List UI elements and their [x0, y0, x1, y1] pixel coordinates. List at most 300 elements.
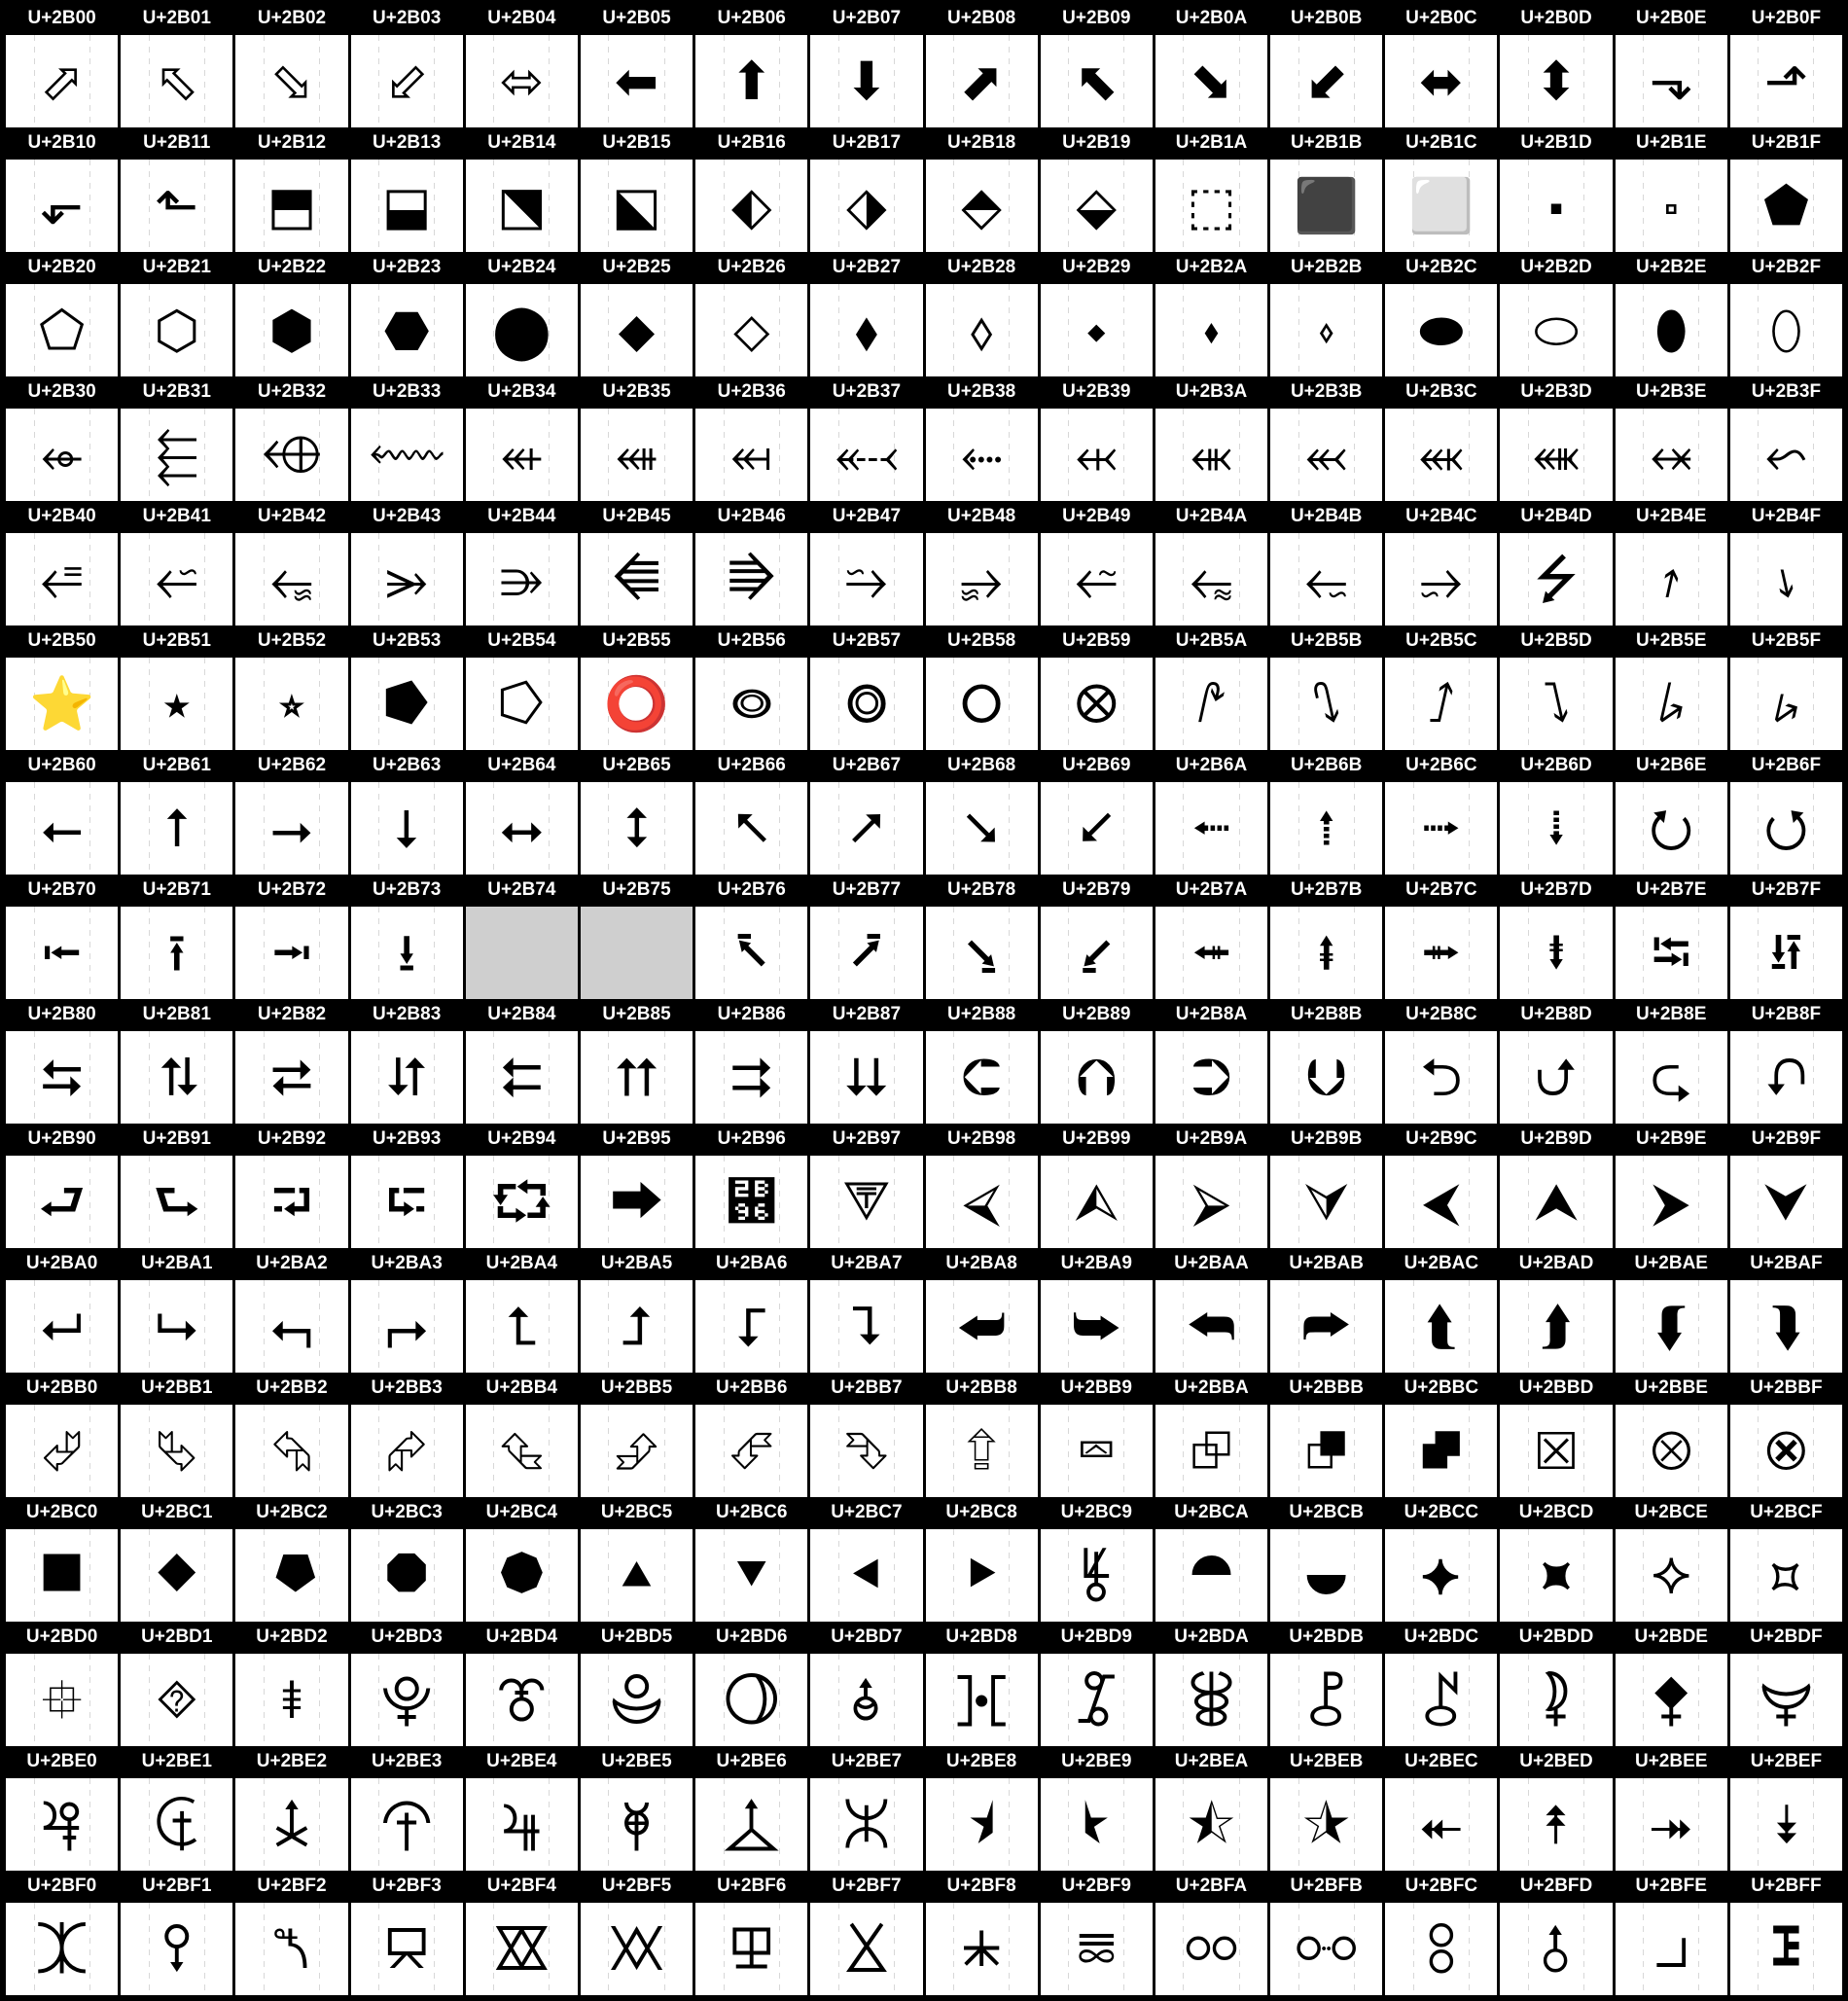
glyph-box	[466, 284, 578, 376]
codepoint-label: U+2B2E	[1616, 255, 1727, 280]
glyph-symbol: ⬗	[846, 174, 887, 236]
codepoint-label: U+2B7F	[1730, 877, 1842, 903]
codepoint-label: U+2B15	[581, 130, 693, 156]
glyph-symbol: ⯓	[380, 1668, 433, 1731]
glyph-cell	[1500, 628, 1612, 750]
glyph-cell	[1616, 6, 1727, 127]
glyph-box	[1155, 1156, 1267, 1248]
codepoint-label: U+2B46	[695, 504, 807, 529]
glyph-cell	[1500, 1002, 1612, 1124]
codepoint-label: U+2BEC	[1385, 1749, 1497, 1774]
codepoint-label: U+2B99	[1041, 1126, 1153, 1152]
glyph-symbol: ⯴	[493, 1917, 551, 1980]
glyph-symbol: ⮟	[1763, 1170, 1809, 1233]
glyph-symbol: ⯋	[1305, 1544, 1348, 1606]
glyph-box	[581, 1280, 693, 1373]
glyph-box	[351, 35, 463, 127]
glyph-cell	[121, 1500, 232, 1622]
codepoint-label: U+2B4E	[1616, 504, 1727, 529]
glyph-symbol: ⮐	[38, 1170, 86, 1233]
codepoint-label: U+2B47	[810, 504, 922, 529]
glyph-box	[6, 1654, 118, 1746]
glyph-symbol: ⭠	[40, 797, 84, 859]
codepoint-label: U+2BC5	[581, 1500, 693, 1525]
glyph-box	[1500, 1778, 1612, 1871]
glyph-symbol: ⮶	[730, 1419, 773, 1482]
glyph-cell	[1041, 877, 1153, 999]
glyph-symbol: ⬊	[1189, 50, 1234, 112]
glyph-symbol: ⮔	[490, 1170, 553, 1233]
glyph-symbol: ⬱	[155, 423, 198, 485]
glyph-symbol: ⮅	[615, 1046, 658, 1108]
glyph-symbol: ⭳	[397, 921, 416, 983]
glyph-cell	[926, 1749, 1038, 1871]
codepoint-label: U+2B89	[1041, 1002, 1153, 1027]
codepoint-label: U+2BB5	[581, 1376, 693, 1401]
glyph-cell	[926, 130, 1038, 252]
glyph-cell	[1616, 255, 1727, 376]
codepoint-label: U+2B24	[466, 255, 578, 280]
glyph-box	[1385, 658, 1497, 750]
codepoint-label: U+2B66	[695, 753, 807, 778]
codepoint-label: U+2B65	[581, 753, 693, 778]
glyph-cell	[926, 6, 1038, 127]
codepoint-label: U+2BFB	[1270, 1874, 1382, 1899]
glyph-cell	[581, 130, 693, 252]
codepoint-label: U+2B57	[810, 628, 922, 654]
glyph-cell	[1616, 1376, 1727, 1497]
glyph-box	[235, 1529, 347, 1622]
glyph-symbol: ⯂	[270, 1544, 313, 1606]
glyph-symbol: ⮦	[735, 1295, 767, 1357]
codepoint-label: U+2B75	[581, 877, 693, 903]
glyph-symbol: ⮙	[1074, 1170, 1119, 1233]
glyph-box	[466, 1529, 578, 1622]
glyph-box	[1385, 409, 1497, 501]
glyph-box	[1155, 160, 1267, 252]
codepoint-label: U+2B84	[466, 1002, 578, 1027]
glyph-box	[1730, 1903, 1842, 1995]
glyph-cell	[6, 504, 118, 625]
glyph-box	[1155, 1280, 1267, 1373]
glyph-box	[1730, 533, 1842, 625]
codepoint-label: U+2B0D	[1500, 6, 1612, 31]
glyph-symbol: ⮆	[730, 1046, 773, 1108]
codepoint-label: U+2BA9	[1041, 1251, 1153, 1276]
glyph-cell	[1385, 379, 1497, 501]
glyph-symbol: ⭎	[1661, 548, 1681, 610]
glyph-box	[466, 1654, 578, 1746]
codepoint-label: U+2B10	[6, 130, 118, 156]
glyph-symbol: ⯔	[496, 1668, 548, 1731]
glyph-box	[1155, 1529, 1267, 1622]
codepoint-label: U+2B1E	[1616, 130, 1727, 156]
codepoint-label: U+2B3E	[1616, 379, 1727, 405]
glyph-box	[466, 533, 578, 625]
glyph-symbol: ⯹	[1076, 1917, 1117, 1980]
glyph-cell	[1616, 877, 1727, 999]
glyph-symbol: ⭈	[960, 548, 1003, 610]
glyph-cell	[121, 877, 232, 999]
glyph-symbol: ⭇	[845, 548, 888, 610]
glyph-box	[926, 160, 1038, 252]
codepoint-label: U+2BD0	[6, 1625, 118, 1650]
glyph-symbol: ⮠	[40, 1295, 84, 1357]
glyph-cell	[926, 1625, 1038, 1746]
glyph-cell	[1500, 130, 1612, 252]
glyph-cell	[6, 255, 118, 376]
codepoint-label: U+2B2D	[1500, 255, 1612, 280]
codepoint-label: U+2B03	[351, 6, 463, 31]
glyph-cell	[695, 504, 807, 625]
glyph-box	[695, 284, 807, 376]
glyph-box	[1270, 1529, 1382, 1622]
glyph-box	[1041, 1156, 1153, 1248]
codepoint-label: U+2B8C	[1385, 1002, 1497, 1027]
glyph-symbol: ⯳	[385, 1917, 429, 1980]
glyph-box	[351, 1031, 463, 1124]
glyph-cell	[1041, 753, 1153, 875]
glyph-box	[235, 782, 347, 875]
glyph-symbol: ⮥	[621, 1295, 653, 1357]
glyph-cell	[1730, 6, 1842, 127]
glyph-box	[6, 1031, 118, 1124]
glyph-symbol: ⬶	[730, 423, 773, 485]
glyph-cell	[1730, 1376, 1842, 1497]
glyph-symbol: ⯑	[156, 1668, 198, 1731]
glyph-box	[926, 284, 1038, 376]
glyph-box	[926, 658, 1038, 750]
glyph-cell	[6, 130, 118, 252]
glyph-cell	[926, 1376, 1038, 1497]
codepoint-label: U+2B77	[810, 877, 922, 903]
glyph-symbol: ⯩	[1082, 1793, 1111, 1855]
glyph-cell	[695, 628, 807, 750]
glyph-cell	[695, 6, 807, 127]
glyph-symbol: ⯍	[1537, 1544, 1576, 1606]
glyph-cell	[121, 1749, 232, 1871]
codepoint-label: U+2B06	[695, 6, 807, 31]
codepoint-label: U+2B34	[466, 379, 578, 405]
codepoint-label: U+2BDE	[1616, 1625, 1727, 1650]
glyph-cell	[235, 1376, 347, 1497]
glyph-cell	[466, 1251, 578, 1373]
glyph-symbol: ⮳	[385, 1419, 428, 1482]
glyph-cell	[1730, 504, 1842, 625]
glyph-symbol: ⭨	[964, 797, 999, 859]
glyph-box	[1730, 658, 1842, 750]
glyph-cell	[1270, 379, 1382, 501]
codepoint-label: U+2BB6	[695, 1376, 807, 1401]
glyph-cell	[121, 1376, 232, 1497]
glyph-symbol: ⯯	[1770, 1793, 1802, 1855]
glyph-box	[695, 1654, 807, 1746]
glyph-box	[6, 1156, 118, 1248]
glyph-cell	[1385, 753, 1497, 875]
codepoint-label: U+2BD3	[351, 1625, 463, 1650]
glyph-box	[581, 782, 693, 875]
codepoint-label: U+2BB2	[235, 1376, 347, 1401]
glyph-cell	[1500, 1874, 1612, 1995]
glyph-cell	[351, 255, 463, 376]
codepoint-label: U+2B43	[351, 504, 463, 529]
glyph-cell	[466, 1002, 578, 1124]
glyph-box	[926, 1156, 1038, 1248]
glyph-symbol: ⯎	[1652, 1544, 1690, 1606]
glyph-cell	[1155, 255, 1267, 376]
glyph-box	[6, 533, 118, 625]
codepoint-label: U+2B36	[695, 379, 807, 405]
glyph-cell	[6, 1749, 118, 1871]
glyph-cell	[810, 1251, 922, 1373]
codepoint-label: U+2BF4	[466, 1874, 578, 1899]
glyph-cell	[1500, 1749, 1612, 1871]
glyph-symbol: ⮕	[610, 1170, 663, 1233]
glyph-box	[1616, 1280, 1727, 1373]
glyph-cell	[1616, 1126, 1727, 1248]
glyph-cell	[6, 753, 118, 875]
glyph-box	[351, 1156, 463, 1248]
glyph-cell	[581, 504, 693, 625]
glyph-box	[810, 658, 922, 750]
glyph-box	[1041, 284, 1153, 376]
glyph-symbol: ⬹	[1075, 423, 1118, 485]
glyph-symbol: ⬄	[499, 50, 544, 112]
codepoint-label: U+2BD6	[695, 1625, 807, 1650]
glyph-cell	[466, 1874, 578, 1995]
glyph-box	[926, 35, 1038, 127]
glyph-cell	[1041, 379, 1153, 501]
codepoint-label: U+2BD8	[926, 1625, 1038, 1650]
glyph-cell	[1385, 1749, 1497, 1871]
codepoint-label: U+2B4C	[1385, 504, 1497, 529]
codepoint-label: U+2B51	[121, 628, 232, 654]
glyph-symbol: ⭋	[1305, 548, 1348, 610]
glyph-box	[235, 1156, 347, 1248]
glyph-box	[1041, 1405, 1153, 1497]
glyph-cell	[810, 1002, 922, 1124]
glyph-symbol: ⮣	[385, 1295, 428, 1357]
glyph-symbol: ⬍	[1534, 50, 1579, 112]
glyph-symbol: ⮨	[956, 1295, 1007, 1357]
glyph-cell	[1155, 628, 1267, 750]
glyph-symbol: ⯞	[1652, 1668, 1690, 1731]
codepoint-label: U+2B78	[926, 877, 1038, 903]
codepoint-label: U+2B9B	[1270, 1126, 1382, 1152]
codepoint-label: U+2BC4	[466, 1500, 578, 1525]
glyph-cell	[1385, 255, 1497, 376]
glyph-symbol: ⮡	[156, 1295, 198, 1357]
glyph-cell	[1616, 628, 1727, 750]
glyph-box	[351, 907, 463, 999]
codepoint-label: U+2B30	[6, 379, 118, 405]
glyph-cell	[121, 6, 232, 127]
glyph-symbol: ⭝	[1543, 672, 1570, 734]
codepoint-label: U+2BA6	[695, 1251, 807, 1276]
glyph-box	[1385, 160, 1497, 252]
glyph-symbol: ⭄	[500, 548, 544, 610]
codepoint-label: U+2B21	[121, 255, 232, 280]
glyph-box	[351, 1654, 463, 1746]
glyph-symbol: ⮤	[506, 1295, 538, 1357]
glyph-box	[6, 284, 118, 376]
glyph-box	[1155, 782, 1267, 875]
codepoint-label: U+2B1C	[1385, 130, 1497, 156]
glyph-box	[1270, 1903, 1382, 1995]
codepoint-label: U+2B3B	[1270, 379, 1382, 405]
glyph-symbol: ⮈	[961, 1046, 1002, 1108]
glyph-cell	[1385, 504, 1497, 625]
glyph-box	[695, 907, 807, 999]
glyph-symbol: ⭗	[845, 672, 888, 734]
codepoint-label: U+2B8B	[1270, 1002, 1382, 1027]
glyph-box	[1041, 1654, 1153, 1746]
glyph-cell	[1500, 1625, 1612, 1746]
glyph-box	[1270, 907, 1382, 999]
codepoint-label: U+2BA1	[121, 1251, 232, 1276]
glyph-box	[6, 658, 118, 750]
codepoint-label: U+2BA2	[235, 1251, 347, 1276]
glyph-symbol: ⯲	[273, 1917, 310, 1980]
glyph-box	[121, 409, 232, 501]
codepoint-label: U+2BF1	[121, 1874, 232, 1899]
codepoint-label: U+2BFE	[1616, 1874, 1727, 1899]
codepoint-label: U+2B73	[351, 877, 463, 903]
glyph-symbol: ⮸	[964, 1419, 999, 1482]
glyph-cell	[695, 1625, 807, 1746]
glyph-cell	[6, 1251, 118, 1373]
glyph-cell	[695, 753, 807, 875]
codepoint-label: U+2BC7	[810, 1500, 922, 1525]
codepoint-label: U+2B6A	[1155, 753, 1267, 778]
glyph-box	[1730, 1031, 1842, 1124]
glyph-cell	[1616, 753, 1727, 875]
codepoint-label: U+2BF0	[6, 1874, 118, 1899]
glyph-cell	[581, 6, 693, 127]
glyph-box	[926, 1529, 1038, 1622]
glyph-symbol: ⭻	[1317, 921, 1336, 983]
glyph-cell	[351, 504, 463, 625]
glyph-box	[1385, 1280, 1497, 1373]
glyph-cell	[6, 379, 118, 501]
glyph-box	[1041, 1903, 1153, 1995]
glyph-cell	[121, 379, 232, 501]
glyph-symbol: ⭥	[622, 797, 652, 859]
glyph-cell	[926, 753, 1038, 875]
glyph-symbol: ⭕	[603, 672, 670, 734]
glyph-cell	[810, 130, 922, 252]
glyph-cell	[466, 628, 578, 750]
codepoint-label: U+2B14	[466, 130, 578, 156]
glyph-box	[235, 1031, 347, 1124]
glyph-box	[1041, 907, 1153, 999]
glyph-symbol: ⮽	[1535, 1419, 1578, 1482]
codepoint-label: U+2BB7	[810, 1376, 922, 1401]
glyph-symbol: ⭂	[270, 548, 313, 610]
glyph-box	[121, 160, 232, 252]
codepoint-label: U+2B59	[1041, 628, 1153, 654]
glyph-box	[466, 1903, 578, 1995]
codepoint-label: U+2BE5	[581, 1749, 693, 1774]
glyph-cell	[6, 1874, 118, 1995]
glyph-box	[1155, 35, 1267, 127]
glyph-box	[1616, 1778, 1727, 1871]
glyph-box	[6, 35, 118, 127]
glyph-box	[1500, 782, 1612, 875]
glyph-cell	[810, 1749, 922, 1871]
glyph-cell	[1730, 1625, 1842, 1746]
glyph-cell	[695, 1500, 807, 1622]
codepoint-label: U+2BFA	[1155, 1874, 1267, 1899]
codepoint-label: U+2BE3	[351, 1749, 463, 1774]
glyph-box	[1730, 1280, 1842, 1373]
glyph-symbol: ⬨	[969, 299, 994, 361]
glyph-box	[581, 1654, 693, 1746]
glyph-cell	[1270, 1376, 1382, 1497]
glyph-symbol: ⭀	[40, 548, 84, 610]
codepoint-label: U+2B4D	[1500, 504, 1612, 529]
codepoint-label: U+2B8F	[1730, 1002, 1842, 1027]
glyph-cell	[581, 628, 693, 750]
glyph-cell	[1730, 877, 1842, 999]
glyph-box	[1730, 35, 1842, 127]
glyph-cell	[1385, 1625, 1497, 1746]
glyph-cell	[235, 628, 347, 750]
glyph-cell	[351, 1625, 463, 1746]
glyph-box	[1270, 1654, 1382, 1746]
codepoint-label: U+2B69	[1041, 753, 1153, 778]
codepoint-label: U+2B53	[351, 628, 463, 654]
glyph-box	[121, 1405, 232, 1497]
glyph-cell	[351, 753, 463, 875]
codepoint-label: U+2B7E	[1616, 877, 1727, 903]
codepoint-label: U+2BE7	[810, 1749, 922, 1774]
glyph-symbol: ⬑	[155, 174, 199, 236]
glyph-box	[1730, 1156, 1842, 1248]
glyph-symbol: ⬔	[496, 174, 547, 236]
glyph-cell	[1270, 753, 1382, 875]
glyph-symbol: ⬚	[1186, 174, 1236, 236]
glyph-symbol: ⬁	[155, 50, 199, 112]
glyph-symbol: ⮋	[1306, 1046, 1347, 1108]
glyph-symbol: ⮢	[270, 1295, 313, 1357]
glyph-cell	[1041, 1500, 1153, 1622]
codepoint-label: U+2BEB	[1270, 1749, 1382, 1774]
glyph-symbol: ⭑	[162, 672, 192, 734]
codepoint-label: U+2B8D	[1500, 1002, 1612, 1027]
codepoint-label: U+2BA5	[581, 1251, 693, 1276]
glyph-box	[581, 1156, 693, 1248]
glyph-symbol: ⬢	[268, 299, 315, 361]
glyph-cell	[6, 1126, 118, 1248]
glyph-cell	[6, 6, 118, 127]
glyph-symbol: ⬯	[1769, 299, 1803, 361]
codepoint-label: U+2B76	[695, 877, 807, 903]
glyph-box	[1155, 1654, 1267, 1746]
glyph-symbol: ⯿	[1770, 1917, 1802, 1980]
glyph-cell	[1385, 1126, 1497, 1248]
glyph-symbol: ⭯	[1763, 797, 1809, 859]
glyph-symbol: ⬽	[1532, 423, 1581, 485]
glyph-symbol: ⮇	[845, 1046, 888, 1108]
glyph-symbol: ⬐	[40, 174, 85, 236]
codepoint-label: U+2BA4	[466, 1251, 578, 1276]
glyph-box	[1270, 1405, 1382, 1497]
glyph-cell	[810, 1500, 922, 1622]
glyph-symbol: ⬙	[1076, 174, 1118, 236]
glyph-box	[810, 1529, 922, 1622]
glyph-symbol: ⮘	[962, 1170, 1001, 1233]
